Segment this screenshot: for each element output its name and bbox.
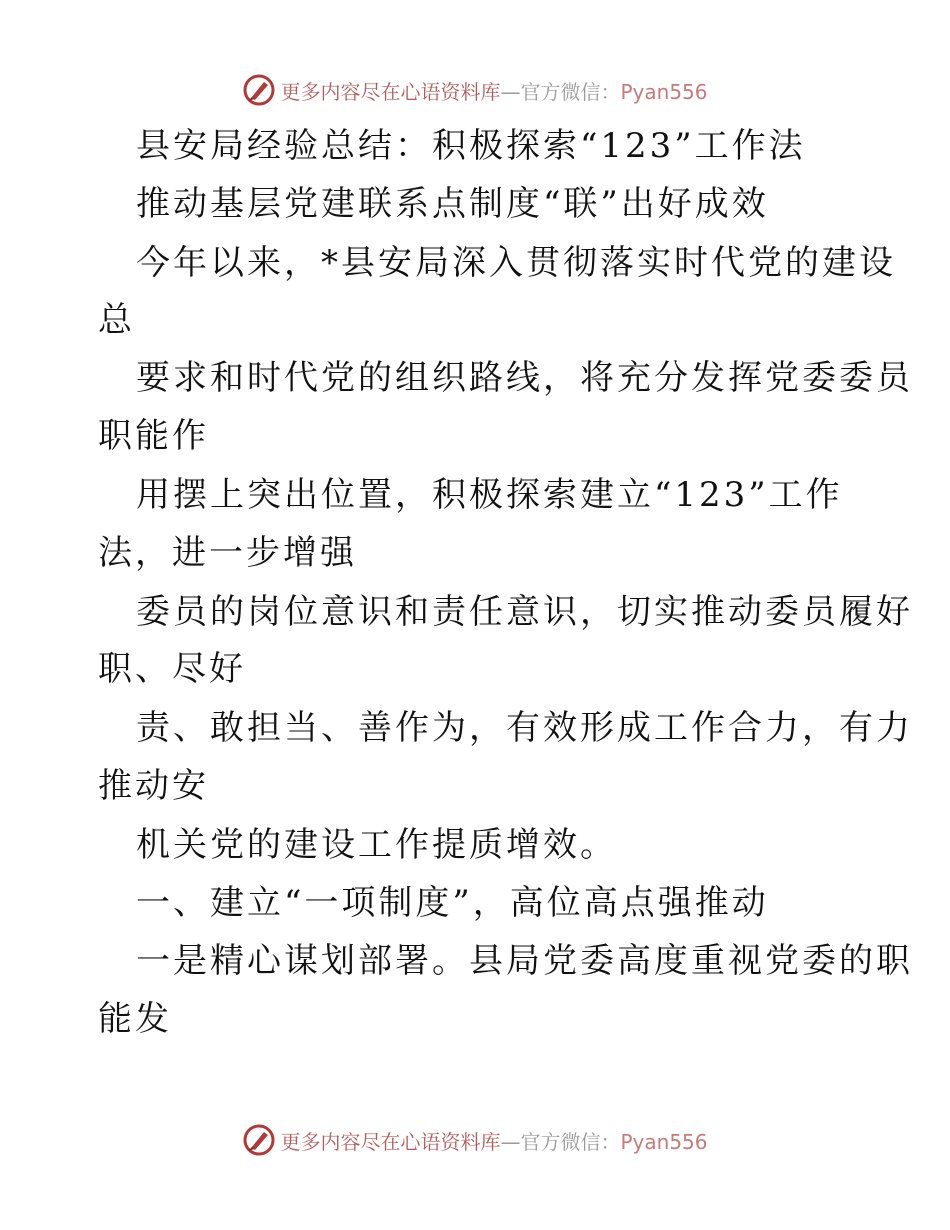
watermark-sub: 官方微信： (520, 79, 621, 104)
watermark-title: 更多内容尽在心语资料库 (280, 1129, 501, 1154)
paragraph-1-line-a: 今年以来，*县安局深入贯彻落实时代党的建设 (136, 243, 896, 283)
watermark-sub: 官方微信： (520, 1129, 621, 1154)
section-heading-1: 一、建立“一项制度”，高位高点强推动 (136, 883, 769, 923)
paragraph-3-line-b: 法，进一步增强 (98, 533, 357, 573)
watermark-title: 更多内容尽在心语资料库 (280, 79, 501, 104)
watermark-dash: — (500, 1129, 521, 1154)
paragraph-7-line-b: 能发 (98, 999, 172, 1039)
paragraph-4-line-a: 委员的岗位意识和责任意识，切实推动委员履好 (136, 592, 913, 632)
paragraph-1-line-b: 总 (98, 300, 135, 340)
title-line-2: 推动基层党建联系点制度“联”出好成效 (136, 184, 769, 224)
watermark-id: Pyan556 (620, 1129, 708, 1154)
paragraph-4-line-b: 职、尽好 (98, 649, 246, 689)
watermark-dash: — (500, 79, 521, 104)
paragraph-5-line-a: 责、敢担当、善作为，有效形成工作合力，有力 (136, 708, 913, 748)
paragraph-6: 机关党的建设工作提质增效。 (136, 825, 617, 865)
paragraph-2-line-b: 职能作 (98, 416, 209, 456)
watermark-text (280, 1126, 707, 1155)
title-line-1: 县安局经验总结：积极探索“123”工作法 (136, 126, 806, 166)
pen-logo-icon (242, 1123, 276, 1157)
paragraph-5-line-b: 推动安 (98, 766, 209, 806)
footer-watermark (0, 1120, 950, 1160)
paragraph-3-line-a: 用摆上突出位置，积极探索建立“123”工作 (136, 475, 843, 515)
paragraph-7-line-a: 一是精心谋划部署。县局党委高度重视党委的职 (136, 941, 913, 981)
watermark-id: Pyan556 (620, 79, 708, 104)
paragraph-2-line-a: 要求和时代党的组织路线，将充分发挥党委委员 (136, 358, 913, 398)
